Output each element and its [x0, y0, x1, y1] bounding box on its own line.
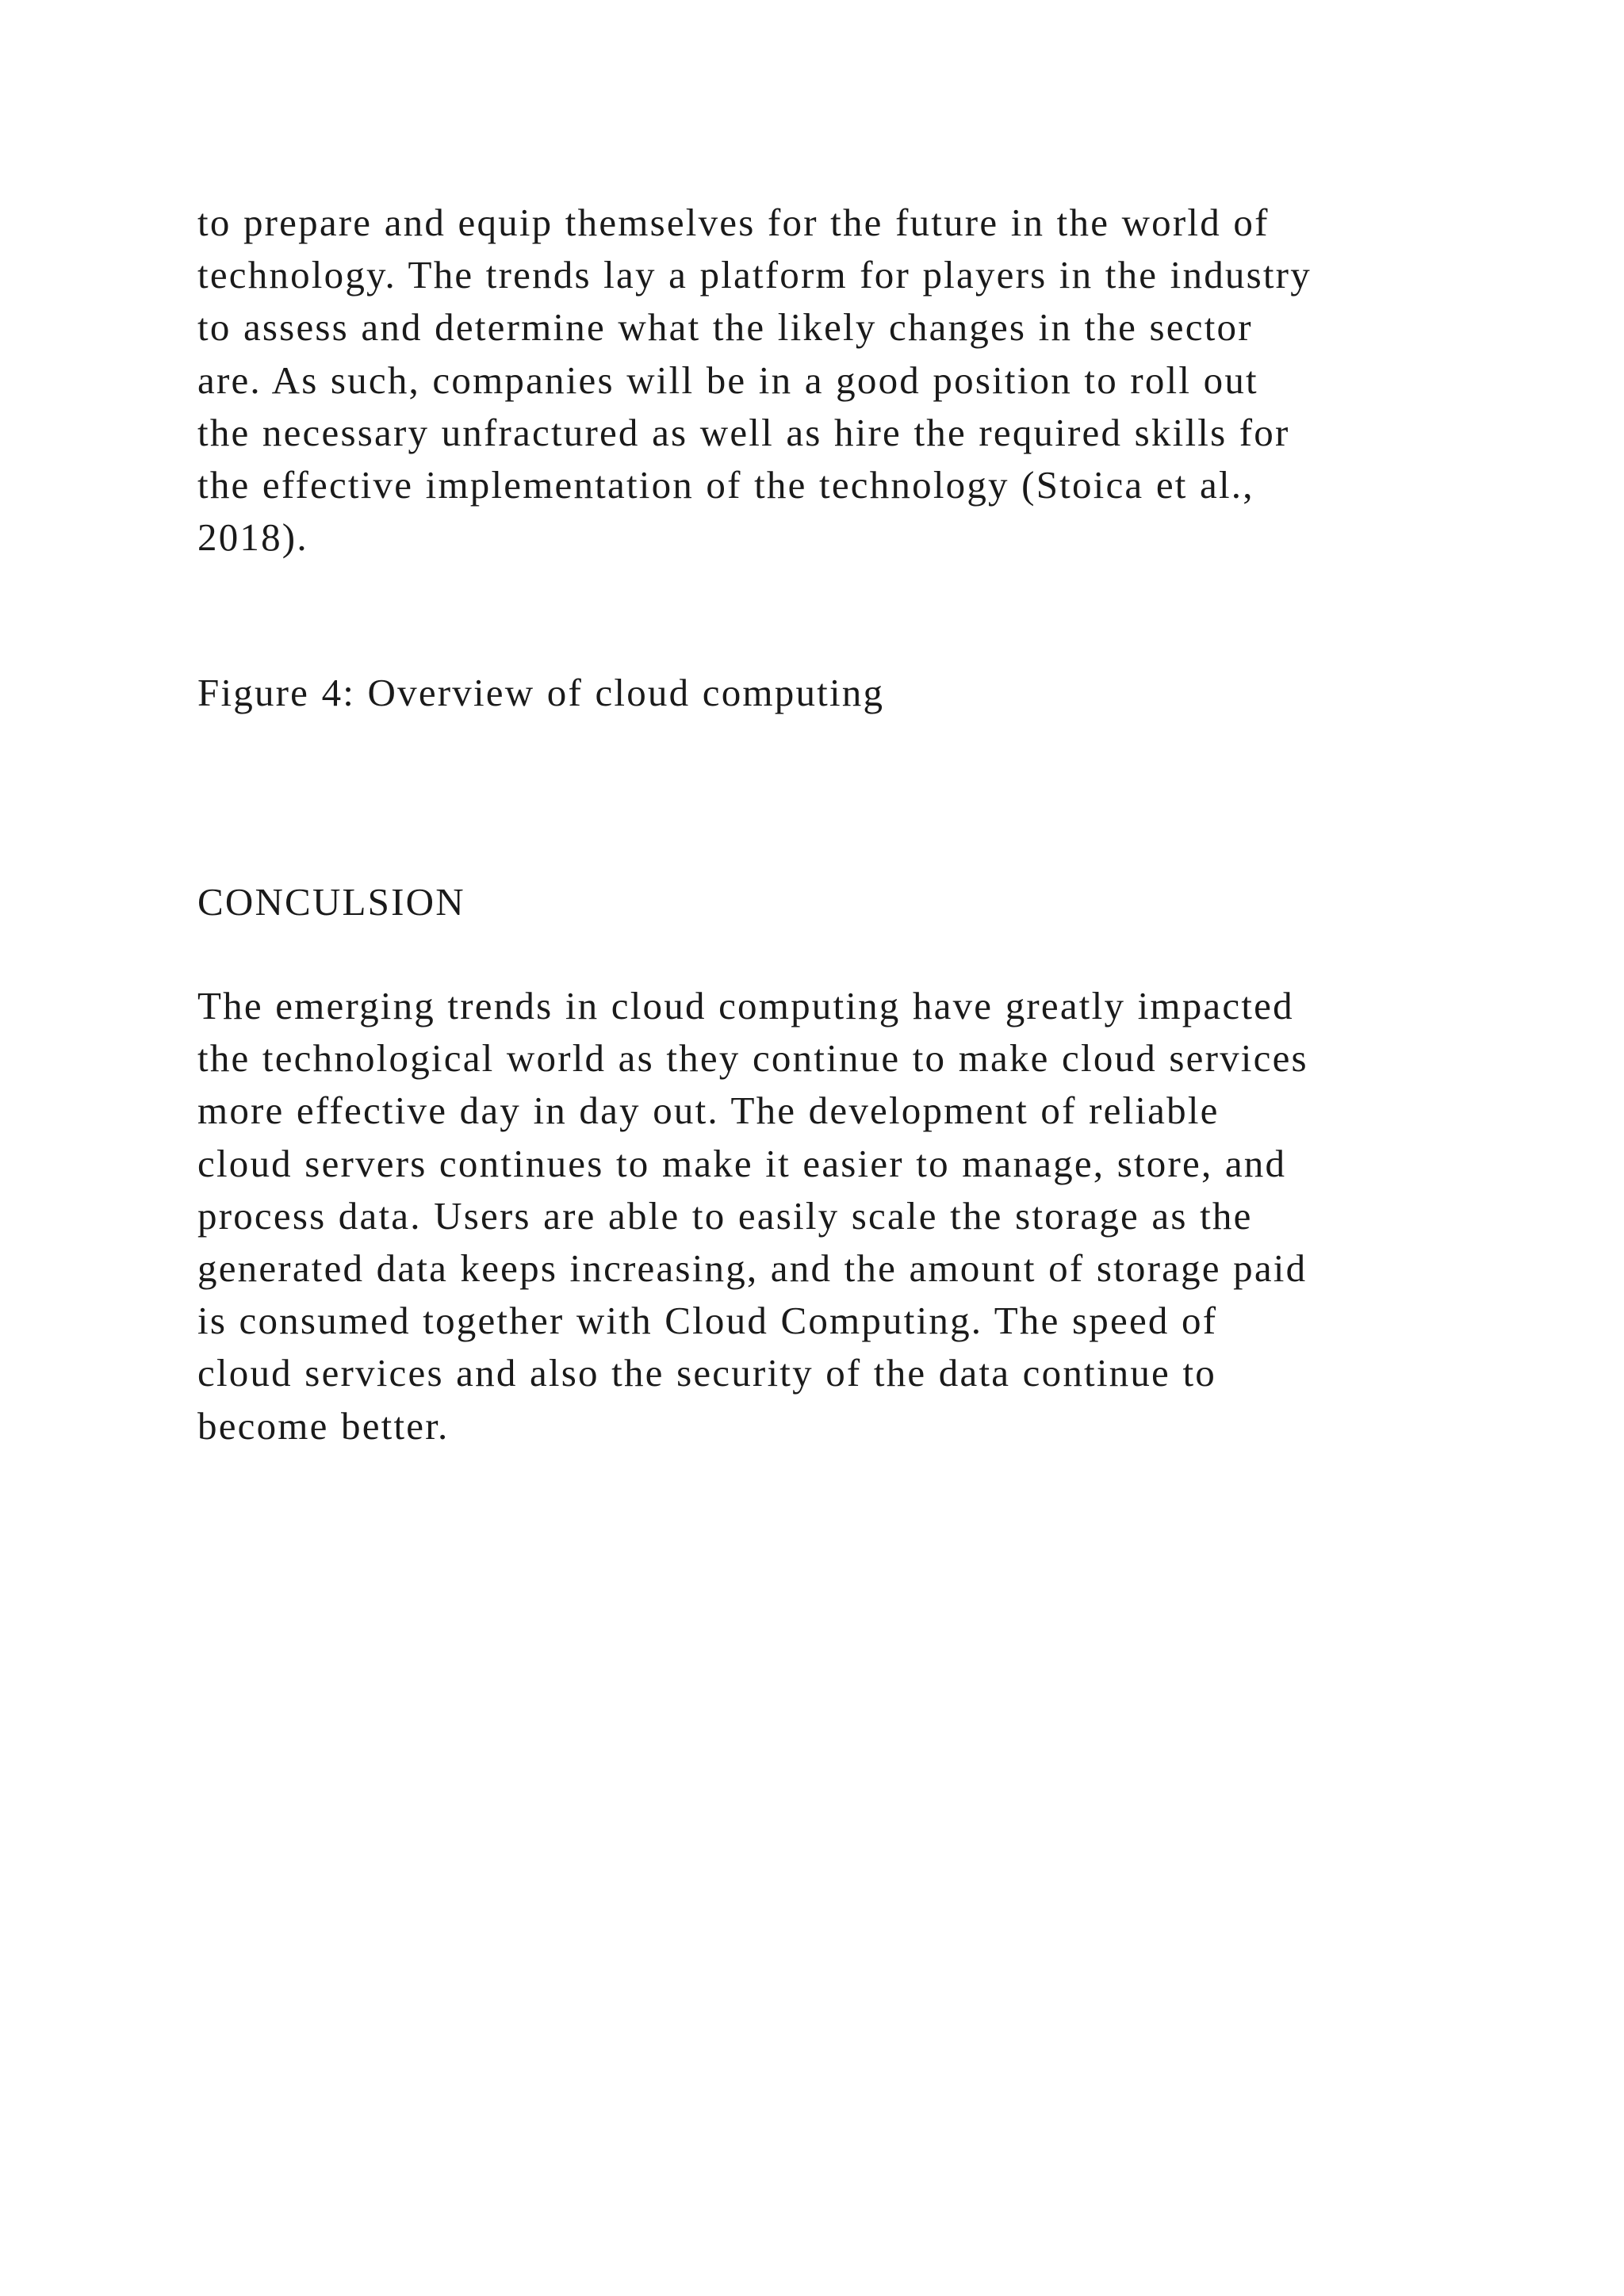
intro-line: to assess and determine what the likely changes in the sector: [197, 305, 1253, 350]
intro-paragraph: [197, 197, 1312, 564]
conclusion-line: generated data keeps increasing, and the amount of storage paid: [197, 1246, 1308, 1290]
conclusion-line: more effective day in day out. The development of reliable: [197, 1089, 1220, 1133]
intro-line: 2018).: [197, 515, 308, 560]
conclusion-line: cloud servers continues to make it easier to manage, store, and: [197, 1141, 1287, 1185]
conclusion-line: The emerging trends in cloud computing have greatly impacted: [197, 984, 1294, 1027]
conclusion-line: cloud services and also the security of the data continue to: [197, 1351, 1216, 1395]
figure-caption: [197, 667, 884, 719]
intro-line: technology. The trends lay a platform for players in the industry: [197, 253, 1312, 297]
intro-line: to prepare and equip themselves for the future in the world of: [197, 201, 1270, 244]
conclusion-line: is consumed together with Cloud Computing. The speed of: [197, 1299, 1218, 1343]
conclusion-paragraph: [197, 980, 1308, 1452]
conclusion-line: process data. Users are able to easily scale the storage as the: [197, 1193, 1253, 1238]
intro-line: the effective implementation of the technology (Stoica et al.,: [197, 462, 1254, 507]
figure-caption-text: Figure 4: Overview of cloud computing: [197, 671, 885, 714]
intro-line: are. As such, companies will be in a good position to roll out: [197, 358, 1258, 402]
conclusion-line: become better.: [197, 1403, 450, 1448]
intro-line: the necessary unfractured as well as hire the required skills for: [197, 410, 1290, 454]
section-heading: [197, 876, 465, 928]
conclusion-line: the technological world as they continue to make cloud services: [197, 1036, 1308, 1081]
section-heading-text: CONCULSION: [197, 880, 465, 924]
